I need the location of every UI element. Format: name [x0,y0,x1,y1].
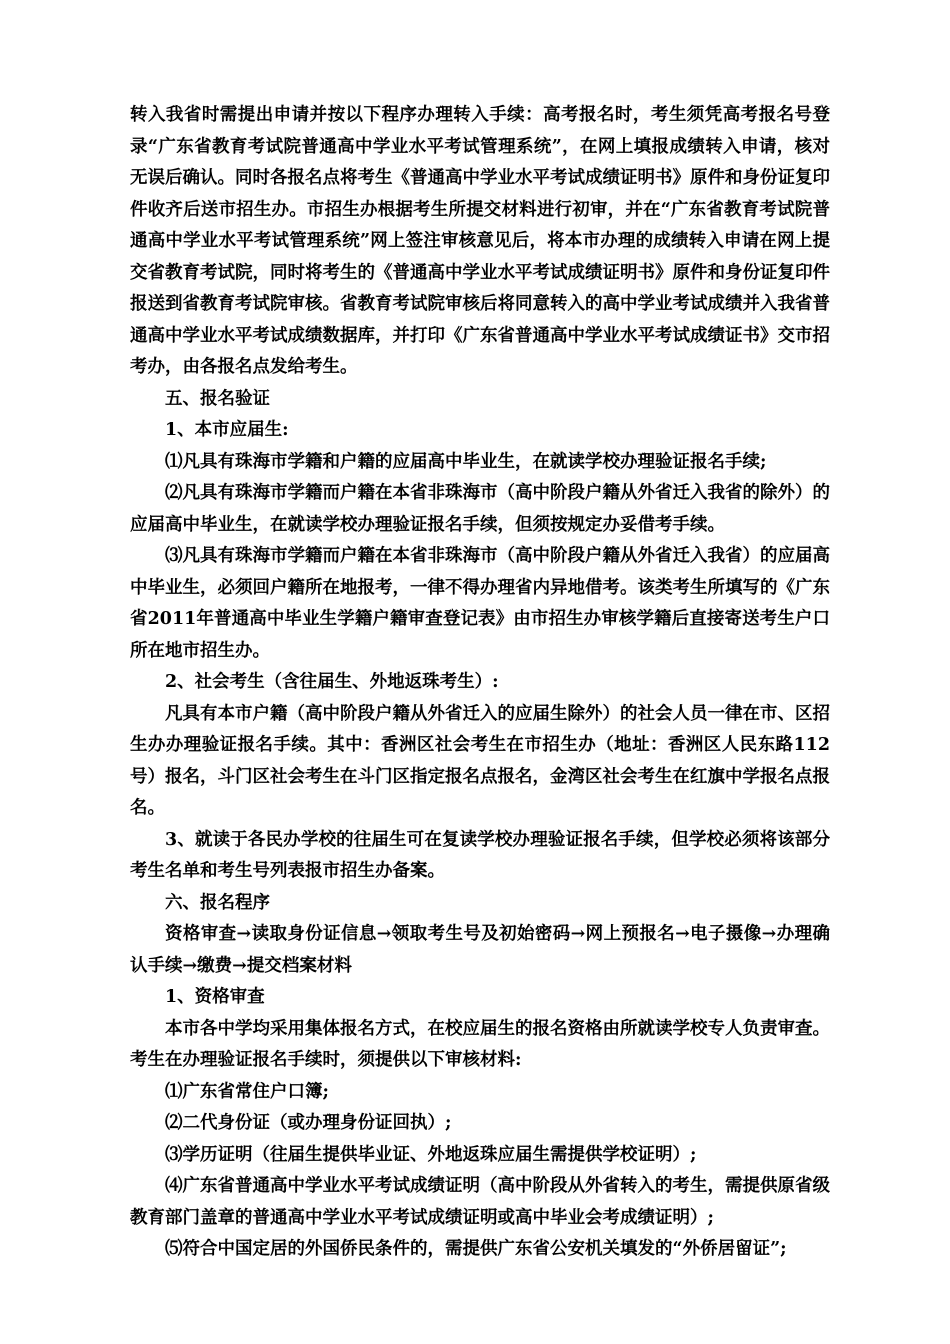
list-item-material-2: ⑵二代身份证（或办理身份证回执）; [165,1113,452,1133]
list-item-local-3: ⑶凡具有珠海市学籍而户籍在本省非珠海市（高中阶段户籍从外省迁入我省）的应届高中毕业生，必须回户籍所在地报考，一律不得办理省内异地借考。该类考生所填写的《广东省2011年普通高中毕业生学籍户籍审查登记表》由市招生办审核学籍后直接寄送考生户口所在地市招生办。 [130,546,830,661]
list-item-local-1: ⑴凡具有珠海市学籍和户籍的应届高中毕业生，在就读学校办理验证报名手续; [165,451,767,472]
list-item-material-1: ⑴广东省常住户口簿; [165,1081,329,1102]
subheading-social-candidates: 2、社会考生（含往届生、外地返珠考生）: [165,672,499,692]
list-item-material-4: ⑷广东省普通高中学业水平考试成绩证明（高中阶段从外省转入的考生，需提供原省级教育部门盖章的普通高中学业水平考试成绩证明或高中毕业会考成绩证明）; [130,1176,830,1228]
list-item-local-2: ⑵凡具有珠海市学籍而户籍在本省非珠海市（高中阶段户籍从外省迁入我省的除外）的应届高中毕业生，在就读学校办理验证报名手续，但须按规定办妥借考手续。 [130,483,830,535]
document-body [130,100,830,1266]
paragraph-private-schools: 3、就读于各民办学校的往届生可在复读学校办理验证报名手续，但学校必须将该部分考生名单和考生号列表报市招生办备案。 [130,829,830,881]
list-item-material-3: ⑶学历证明（往届生提供毕业证、外地返珠应届生需提供学校证明）; [165,1144,697,1165]
section-heading-registration-verification: 五、报名验证 [165,388,270,409]
paragraph-procedure-steps: 资格审查→读取身份证信息→领取考生号及初始密码→网上预报名→电子摄像→办理确认手续→缴费→提交档案材料 [130,924,830,976]
subheading-qualification-review: 1、资格审查 [165,987,265,1007]
subheading-local-graduates: 1、本市应届生: [165,420,289,440]
section-heading-registration-procedure: 六、报名程序 [165,892,270,913]
list-item-material-5: ⑸符合中国定居的外国侨民条件的，需提供广东省公安机关填发的“外侨居留证”; [165,1239,787,1259]
paragraph-transfer-procedure: 转入我省时需提出申请并按以下程序办理转入手续：高考报名时，考生须凭高考报名号登录“广东省教育考试院普通高中学业水平考试管理系统”，在网上填报成绩转入申请，核对无误后确认。同时各报名点将考生《普通高中学业水平考试成绩证明书》原件和身份证复印件收齐后送市招生办。市招生办根据考生所提交材料进行初审，并在“广东省教育考试院普通高中学业水平考试管理系统”网上签注审核意见后，将本市办理的成绩转入申请在网上提交省教育考试院，同时将考生的《普通高中学业水平考试成绩证明书》原件和身份证复印件报送到省教育考试院审核。省教育考试院审核后将同意转入的高中学业考试成绩并入我省普通高中学业水平考试成绩数据库，并打印《广东省普通高中学业水平考试成绩证书》交市招考办，由各报名点发给考生。 [130,105,830,377]
paragraph-social-candidates: 凡具有本市户籍（高中阶段户籍从外省迁入的应届生除外）的社会人员一律在市、区招生办办理验证报名手续。其中：香洲区社会考生在市招生办（地址：香洲区人民东路112号）报名，斗门区社会考生在斗门区指定报名点报名，金湾区社会考生在红旗中学报名点报名。 [130,703,830,818]
paragraph-qualification-review: 本市各中学均采用集体报名方式，在校应届生的报名资格由所就读学校专人负责审查。考生在办理验证报名手续时，须提供以下审核材料: [130,1018,830,1070]
